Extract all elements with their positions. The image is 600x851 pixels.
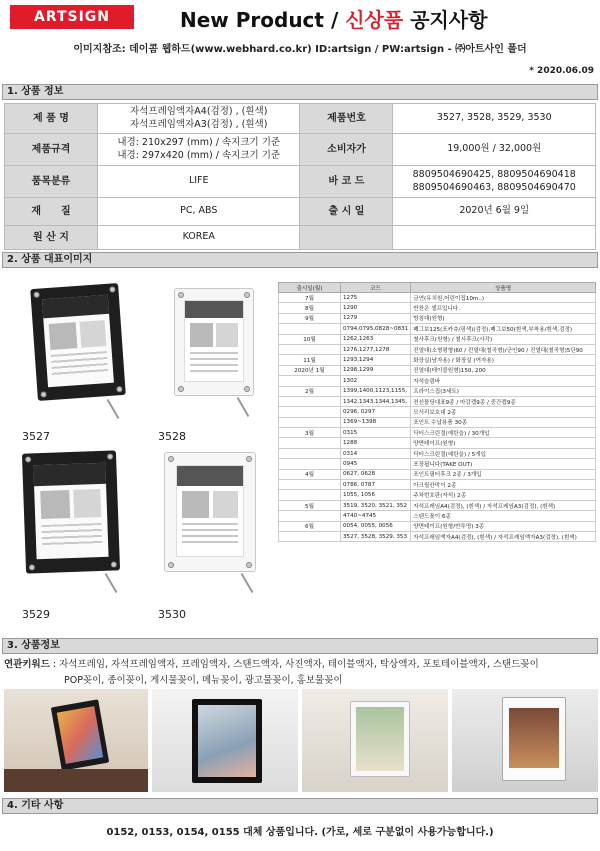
history-product-name: 진열대(테이블원형)150, 200 [411,365,596,375]
history-month [279,376,341,386]
history-row [279,396,596,406]
related-keywords [4,657,596,689]
history-code: 1399,1400,1123,1155, [341,386,411,396]
history-row [279,386,596,396]
history-product-name: 화장실(남자용) / 화장실 (여자용) [411,355,596,365]
history-row [279,438,596,448]
history-row [279,448,596,458]
history-product-name: 자석슬림바 [411,376,596,386]
magnet-bolt-icon [244,386,250,392]
history-month [279,480,341,490]
spec-value-a4: 내경: 210x297 (mm) / 속지크기 기준 [117,137,281,149]
history-product-name: 포인트필터후크 2종 / 3개입 [411,469,596,479]
history-code: 0794,0795,0828~0831 [341,324,411,334]
keywords-label: 연관키워드 [4,659,50,670]
product-image-3527 [30,283,126,401]
history-product-name: 자석프레임액자A4(검정), (흰색) / 자석프레임액자A3(검정), (흰색) [411,531,596,541]
barcode-label: 바 코 드 [300,166,393,198]
product-code-label: 3528 [158,430,186,443]
category-label: 품목분류 [5,166,98,198]
history-row [279,334,596,344]
history-month: 2020년 1월 [279,365,341,375]
history-month [279,448,341,458]
magnet-bolt-icon [25,456,31,462]
history-month: 5월 [279,500,341,510]
info-row [5,226,596,250]
material-value: PC, ABS [97,198,300,226]
replacement-notice: 0152, 0153, 0154, 0155 대체 상품입니다. (가로, 세로 구분없이 사용가능합니다.) [106,827,494,838]
history-month: 7월 [279,293,341,303]
magnet-bolt-icon [244,292,250,298]
history-row [279,428,596,438]
history-product-name: 양면테이프(원형/반투명) 3종 [411,521,596,531]
photo-frame [51,699,109,770]
history-month [279,407,341,417]
lifestyle-photo [452,689,598,792]
history-row [279,500,596,510]
stand-leg [105,573,118,593]
magnet-bolt-icon [246,456,252,462]
history-month: 11월 [279,355,341,365]
history-code: 1342,1343,1344,1345, [341,396,411,406]
empty-label [300,226,393,250]
header [0,0,600,40]
history-product-name: 포인트 수납용품 30종 [411,417,596,427]
lifestyle-photo [4,689,148,792]
name-label: 제 품 명 [5,104,98,134]
history-row [279,480,596,490]
history-code: 1293,1294 [341,355,411,365]
poster-insert [42,295,115,387]
info-row [5,134,596,166]
keywords-text-1: : 자석프레임, 자석프레임액자, 프레임액자, 스탠드액자, 사진액자, 테이블액자, 탁상액자, 포토테이블액자, 스탠드꽂이 [49,659,539,670]
title-english: New Product / [180,8,346,32]
history-month [279,459,341,469]
history-code: 0314 [341,448,411,458]
section-product-info: 1. 상품 정보 [2,84,598,100]
barcode-value-1: 8809504690425, 8809504690418 [412,169,576,181]
product-image-3529 [22,450,120,573]
photo-frame [502,697,566,781]
info-row [5,198,596,226]
history-code: 1369~1398 [341,417,411,427]
lifestyle-photo-strip [2,689,598,792]
history-row [279,459,596,469]
title-new-product: 신상품 [345,8,404,32]
section-representative-image: 2. 상품 대표이미지 [2,252,598,268]
history-product-name: 반찬은 셀프입니다. [411,303,596,313]
history-month: 6월 [279,521,341,531]
page-title [180,4,487,33]
spec-label: 제품규격 [5,134,98,166]
name-value-a3: 자석프레임액자A3(검정) , (흰색) [130,118,268,130]
release-history-table [278,282,596,542]
history-row [279,417,596,427]
history-code: 1298,1299 [341,365,411,375]
history-code: 1290 [341,303,411,313]
section-other: 4. 기타 사항 [2,798,598,814]
magnet-bolt-icon [178,386,184,392]
info-row [5,104,596,134]
history-product-name: 포장됩니다(TAKE OUT) [411,459,596,469]
history-product-name: 주차번호판(자석) 2종 [411,490,596,500]
magnet-bolt-icon [109,286,115,292]
history-row [279,376,596,386]
history-month: 4월 [279,469,341,479]
history-month: 9월 [279,313,341,323]
history-row [279,303,596,313]
magnet-bolt-icon [246,562,252,568]
price-value: 19,000원 / 32,000원 [393,134,596,166]
history-code: 1055, 1056 [341,490,411,500]
magnet-bolt-icon [111,561,117,567]
price-label: 소비자가 [300,134,393,166]
history-product-name: 닥터스크린결(예탄을) / 30개입 [411,428,596,438]
history-header-row [279,283,596,293]
history-code: 0627, 0628 [341,469,411,479]
release-value: 2020년 6월 9일 [393,198,596,226]
history-row [279,531,596,541]
history-code: 0315 [341,428,411,438]
origin-value: KOREA [97,226,300,250]
history-header-month: 출시일(월) [279,283,341,293]
stand-leg [237,397,250,417]
magnet-bolt-icon [107,453,113,459]
history-header-name: 상품명 [411,283,596,293]
product-image-3528 [174,288,254,396]
history-code: 1262,1263 [341,334,411,344]
magnet-bolt-icon [40,391,46,397]
table-top [4,769,148,792]
history-product-name: 양면테이프(원형) [411,438,596,448]
release-label: 출 시 일 [300,198,393,226]
history-row [279,293,596,303]
product-images [2,270,274,630]
lifestyle-photo [302,689,448,792]
history-code: 0786, 0787 [341,480,411,490]
document-date: * 2020.06.09 [529,66,594,76]
history-month: 8월 [279,303,341,313]
history-month [279,324,341,334]
lifestyle-photo [152,689,298,792]
magnet-bolt-icon [178,292,184,298]
product-info-table [4,103,596,250]
magnet-bolt-icon [33,292,39,298]
history-code: 0296, 0297 [341,407,411,417]
history-month [279,417,341,427]
history-code: 4740~4745 [341,511,411,521]
keywords-line-2: POP꽂이, 종이꽂이, 게시물꽂이, 메뉴꽂이, 광고물꽂이, 홍보물꽂이 [64,675,343,686]
history-row [279,365,596,375]
history-product-name: 방침대(원형) [411,313,596,323]
history-code: 1279 [341,313,411,323]
history-row [279,490,596,500]
material-label: 재 질 [5,198,98,226]
history-product-name: 아크릴칸막이 2종 [411,480,596,490]
poster-insert [184,300,243,383]
info-row [5,166,596,198]
history-row [279,521,596,531]
history-product-name: 스탠드꽂이 6종 [411,511,596,521]
origin-label: 원 산 지 [5,226,98,250]
history-row [279,407,596,417]
stand-leg [241,573,254,593]
spec-value [97,134,300,166]
history-code: 0054, 0055, 0056 [341,521,411,531]
product-code-label: 3530 [158,608,186,621]
history-product-name: 전선몰딩대표9종 / 마감캡9종 / 중간캡9종 [411,396,596,406]
barcode-value [393,166,596,198]
name-value [97,104,300,134]
history-header-code: 코드 [341,283,411,293]
poster-insert [34,463,109,559]
keywords-line-1 [4,657,596,673]
name-value-a4: 자석프레임액자A4(검정) , (흰색) [130,106,268,118]
history-month: 3월 [279,428,341,438]
history-month [279,511,341,521]
category-value: LIFE [97,166,300,198]
code-value: 3527, 3528, 3529, 3530 [393,104,596,134]
history-code: 0945 [341,459,411,469]
history-month: 10월 [279,334,341,344]
product-code-label: 3527 [22,430,50,443]
barcode-value-2: 8809504690463, 8809504690470 [412,181,576,193]
history-month [279,396,341,406]
history-code: 3527, 3528, 3529, 353 [341,531,411,541]
poster-insert [176,465,244,557]
product-code-label: 3529 [22,608,50,621]
spec-value-a3: 내경: 297x420 (mm) / 속지크기 기준 [117,149,281,161]
history-product-name: 폐그보125(포카츄/핑색)(검정),폐그보50(흰색,부착용/흰색,검정) [411,324,596,334]
magnet-bolt-icon [168,456,174,462]
history-month [279,490,341,500]
history-code: 1276,1277,1278 [341,344,411,354]
history-product-name: 자석프레임A4(검정), (흰색) / 자석프레임A3(검정), (흰색) [411,500,596,510]
history-month [279,531,341,541]
history-product-name: 진열대(소형평형)60 / 진열대(철곡형)/군인90 / 진열대(철곡형)5단90 [411,344,596,354]
history-product-name: 프라이스집(3세트) [411,386,596,396]
photo-frame [192,699,262,783]
history-product-name: 모서리보호대 2종 [411,407,596,417]
history-row [279,324,596,334]
photo-frame [350,701,410,777]
magnet-bolt-icon [168,562,174,568]
history-code: 1302 [341,376,411,386]
history-month [279,438,341,448]
magnet-bolt-icon [29,564,35,570]
product-image-3530 [164,452,256,572]
empty-value [393,226,596,250]
history-body [279,293,596,542]
magnet-bolt-icon [116,386,122,392]
history-code: 1288 [341,438,411,448]
history-row [279,355,596,365]
history-row [279,511,596,521]
history-code: 1275 [341,293,411,303]
stand-leg [107,399,120,419]
history-code: 3519, 3520, 3521, 352 [341,500,411,510]
history-row [279,469,596,479]
code-label: 제품번호 [300,104,393,134]
history-row [279,344,596,354]
artsign-logo: ARTSIGN [10,5,134,29]
image-reference-note: 이미지참조: 데이콤 웹하드(www.webhard.co.kr) ID:artsign / PW:artsign - ㈜아트사인 폴더 [73,44,527,55]
history-month: 2월 [279,386,341,396]
title-notice: 공지사항 [403,8,488,32]
history-month [279,344,341,354]
history-product-name: 철사후크(원형) / 철사후크(사각) [411,334,596,344]
history-row [279,313,596,323]
section-product-details: 3. 상품정보 [2,638,598,654]
history-product-name: 닥터스크린결(예탄을) / 5개입 [411,448,596,458]
history-product-name: 금연(유치원,어린이집10m..) [411,293,596,303]
